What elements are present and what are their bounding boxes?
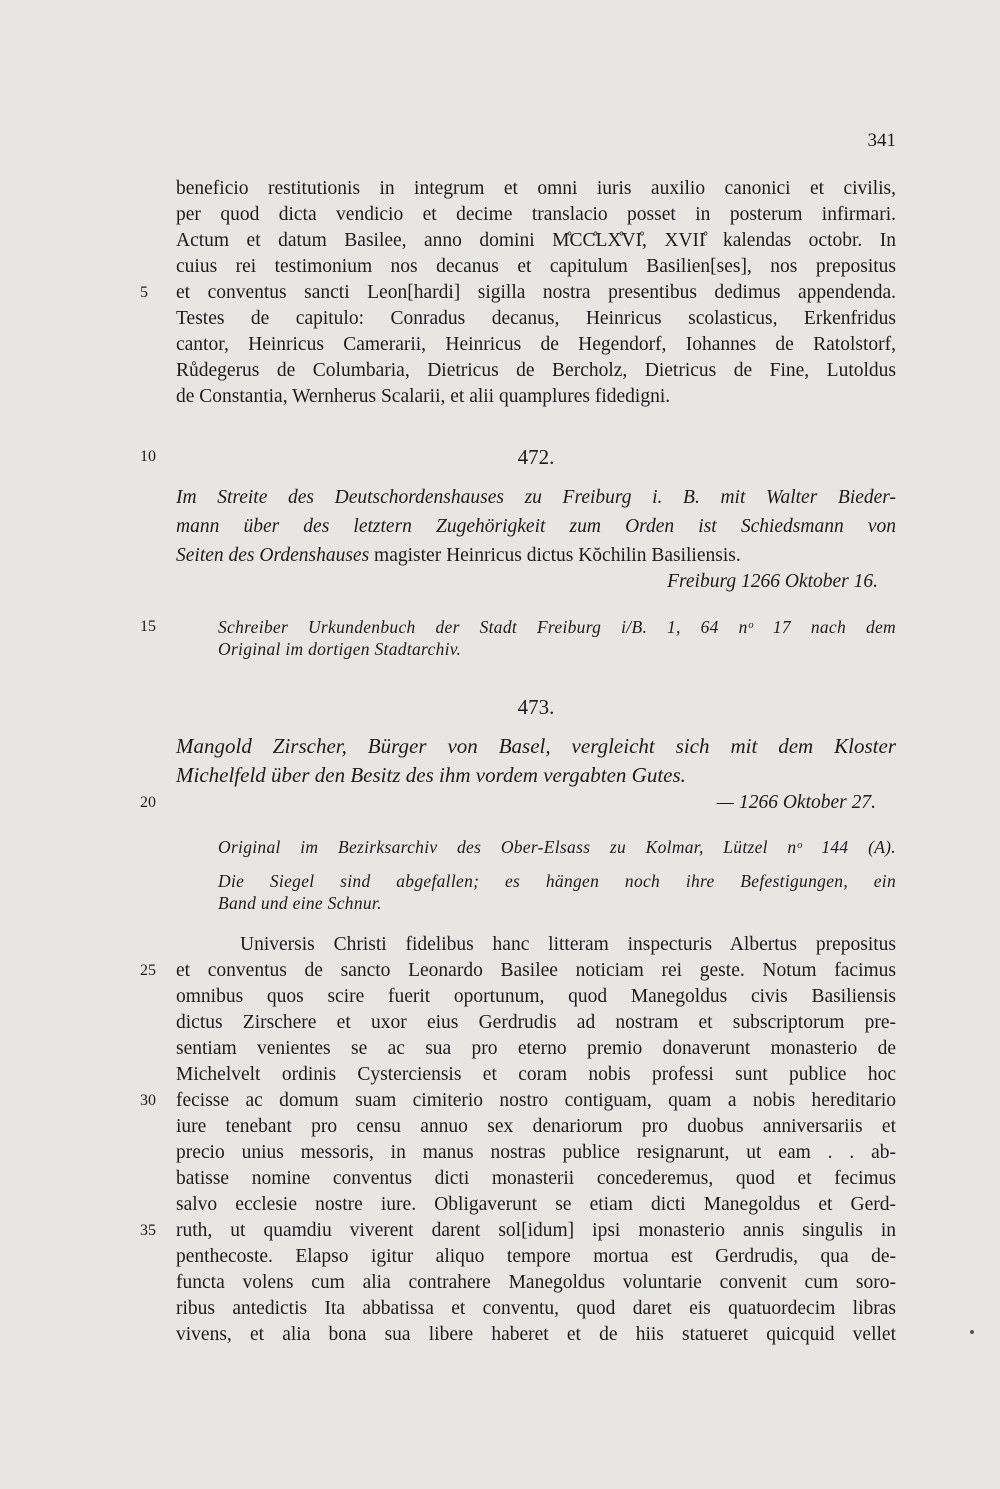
text-line: de Constantia, Wernherus Scalarii, et alii quamplures fidedigni. bbox=[176, 386, 671, 407]
text-line: batisse nomine conventus dicti monasterii concederemus, quod et fecimus bbox=[176, 1168, 896, 1189]
text-line: precio unius messoris, in manus nostras publice resignarunt, ut eam . . ab- bbox=[176, 1142, 896, 1163]
summary-line: Michelfeld über den Besitz des ihm vordem vergabten Gutes. bbox=[176, 763, 686, 787]
text-line: cuius rei testimonium nos decanus et capitulum Basilien[ses], nos prepositus bbox=[176, 256, 896, 277]
seal-note: Band und eine Schnur. bbox=[218, 893, 382, 913]
text-line: Michelvelt ordinis Cysterciensis et coram nobis professi sunt publice hoc bbox=[176, 1064, 896, 1085]
document-date: Freiburg 1266 Oktober 16. bbox=[667, 571, 878, 592]
summary-line: mann über des letztern Zugehörigkeit zum Orden ist Schiedsmann von bbox=[176, 516, 896, 537]
text-line: omnibus quos scire fuerit oportunum, quod Manegoldus civis Basiliensis bbox=[176, 986, 896, 1007]
source-note: 15 Schreiber Urkundenbuch der Stadt Freiburg i/B. 1, 64 nᵒ 17 nach dem bbox=[0, 614, 1000, 640]
document-heading-473: 473. bbox=[517, 695, 555, 719]
print-speck bbox=[970, 1330, 974, 1334]
summary-line: Im Streite des Deutschordenshauses zu Freiburg i. B. mit Walter Bieder- bbox=[176, 487, 896, 508]
text-line: penthecoste. Elapso igitur aliquo tempore mortua est Gerdrudis, qua de- bbox=[176, 1246, 896, 1267]
document-date: 20 — 1266 Oktober 27. bbox=[0, 790, 1000, 816]
text-line: Actum et datum Basilee, anno domini M̊CC̊LX̊VI̊, XVII̊ kalendas octobr. In bbox=[176, 230, 896, 251]
summary-line: Mangold Zirscher, Bürger von Basel, vergleicht sich mit dem Kloster bbox=[176, 734, 896, 758]
text-line: vivens, et alia bona sua libere haberet et de hiis statueret quicquid vellet bbox=[176, 1324, 896, 1345]
page-number: 341 bbox=[867, 130, 896, 151]
seal-note: Die Siegel sind abgefallen; es hängen noch ihre Befestigungen, ein bbox=[218, 871, 896, 891]
text-line: beneficio restitutionis in integrum et omni iuris auxilio canonici et civilis, bbox=[176, 178, 896, 199]
line-number: 25 bbox=[140, 962, 156, 979]
text-line: Testes de capitulo: Conradus decanus, Heinricus scolasticus, Erkenfridus bbox=[176, 308, 896, 329]
source-note: Original im dortigen Stadtarchiv. bbox=[218, 639, 462, 659]
text-line: Universis Christi fidelibus hanc litteram inspecturis Albertus prepositus bbox=[240, 934, 896, 955]
text-line: per quod dicta vendicio et decime translacio posset in posterum infirmari. bbox=[176, 204, 896, 225]
text-line: dictus Zirschere et uxor eius Gerdrudis ad nostram et subscriptorum pre- bbox=[176, 1012, 896, 1033]
text-line: functa volens cum alia contrahere Manegoldus voluntarie convenit cum soro- bbox=[176, 1272, 896, 1293]
text-line: ribus antedictis Ita abbatissa et conventu, quod daret eis quatuordecim libras bbox=[176, 1298, 896, 1319]
text-line: 5 et conventus sancti Leon[hardi] sigilla nostra presentibus dedimus appendenda. bbox=[0, 280, 1000, 306]
text-line: 35 ruth, ut quamdiu viverent darent sol[idum] ipsi monasterio annis singulis in bbox=[0, 1218, 1000, 1244]
summary-italic: Seiten des Ordenshauses bbox=[176, 545, 370, 566]
summary-line bbox=[0, 543, 1000, 569]
text-line: sentiam venientes se ac sua pro eterno premio donaverunt monasterio de bbox=[176, 1038, 896, 1059]
line-number: 10 bbox=[140, 448, 156, 465]
line-number: 15 bbox=[140, 618, 156, 635]
text-line: salvo ecclesie nostre iure. Obligaverunt se etiam dicti Manegoldus et Gerd- bbox=[176, 1194, 896, 1215]
text-line: iure tenebant pro censu annuo sex denariorum pro duobus anniversariis et bbox=[176, 1116, 896, 1137]
line-number: 30 bbox=[140, 1092, 156, 1109]
text-line: 30 fecisse ac domum suam cimiterio nostro contiguam, quam a nobis hereditario bbox=[0, 1088, 1000, 1114]
text-line: 25 et conventus de sancto Leonardo Basilee noticiam rei geste. Notum facimus bbox=[0, 958, 1000, 984]
line-number: 35 bbox=[140, 1222, 156, 1239]
text-line: cantor, Heinricus Camerarii, Heinricus de Hegendorf, Iohannes de Ratolstorf, bbox=[176, 334, 896, 355]
line-number: 20 bbox=[140, 794, 156, 811]
source-note: Original im Bezirksarchiv des Ober-Elsass zu Kolmar, Lützel nᵒ 144 (A). bbox=[218, 837, 896, 857]
line-number: 5 bbox=[140, 284, 148, 301]
text-line: Růdegerus de Columbaria, Dietricus de Bercholz, Dietricus de Fine, Lutoldus bbox=[176, 360, 896, 381]
document-heading-472: 10 472. bbox=[140, 445, 555, 469]
summary-roman: magister Heinricus dictus Kŏchilin Basiliensis. bbox=[369, 545, 741, 566]
